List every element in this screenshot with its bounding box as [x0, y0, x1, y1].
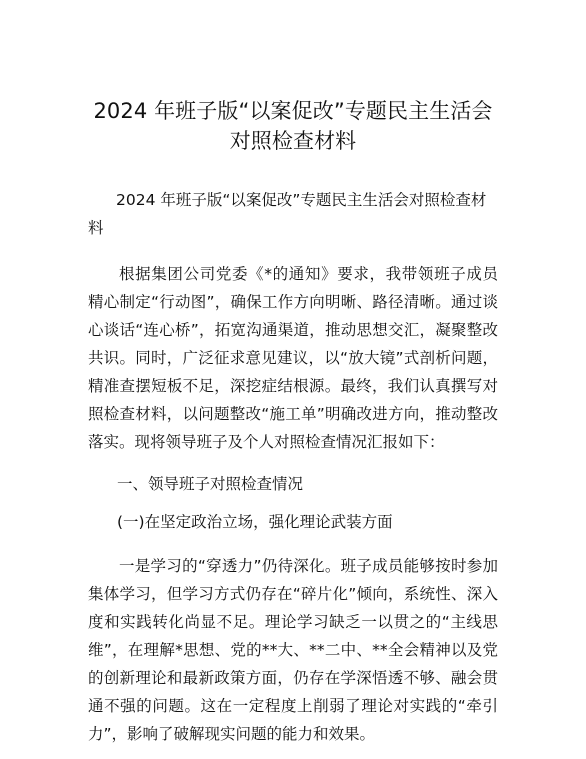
document-content	[88, 96, 498, 748]
document-title: 2024 年班子版“以案促改”专题民主生活会对照检查材料	[93, 99, 493, 153]
body-paragraph: 一是学习的“穿透力”仍待深化。班子成员能够按时参加集体学习，但学习方式仍存在“碎片化”倾向，系统性、深入度和实践转化尚显不足。理论学习缺乏一以贯之的“主线思维”，在理解*思想、党的**大、**二中、**全会精神以及党的创新理论和最新政策方面，仍存在学深悟透不够、融会贯通不强的问题。这在一定程度上削弱了理论对实践的“牵引力”，影响了破解现实问题的能力和效果。	[88, 557, 498, 743]
section-heading: 一、领导班子对照检查情况	[117, 475, 304, 493]
intro-paragraph: 根据集团公司党委《*的通知》要求，我带领班子成员精心制定“行动图”，确保工作方向明晰、路径清晰。通过谈心谈话“连心桥”，拓宽沟通渠道，推动思想交汇，凝聚整改共识。同时，广泛征求意见建议，以“放大镜”式剖析问题，精准查摆短板不足，深挖症结根源。最终，我们认真撰写对照检查材料，以问题整改“施工单”明确改进方向，推动整改落实。现将领导班子及个人对照检查情况汇报如下：	[88, 265, 498, 451]
document-subtitle: 2024 年班子版“以案促改”专题民主生活会对照检查材料	[88, 191, 487, 237]
subsection-heading: (一)在坚定政治立场，强化理论武装方面	[117, 513, 393, 531]
